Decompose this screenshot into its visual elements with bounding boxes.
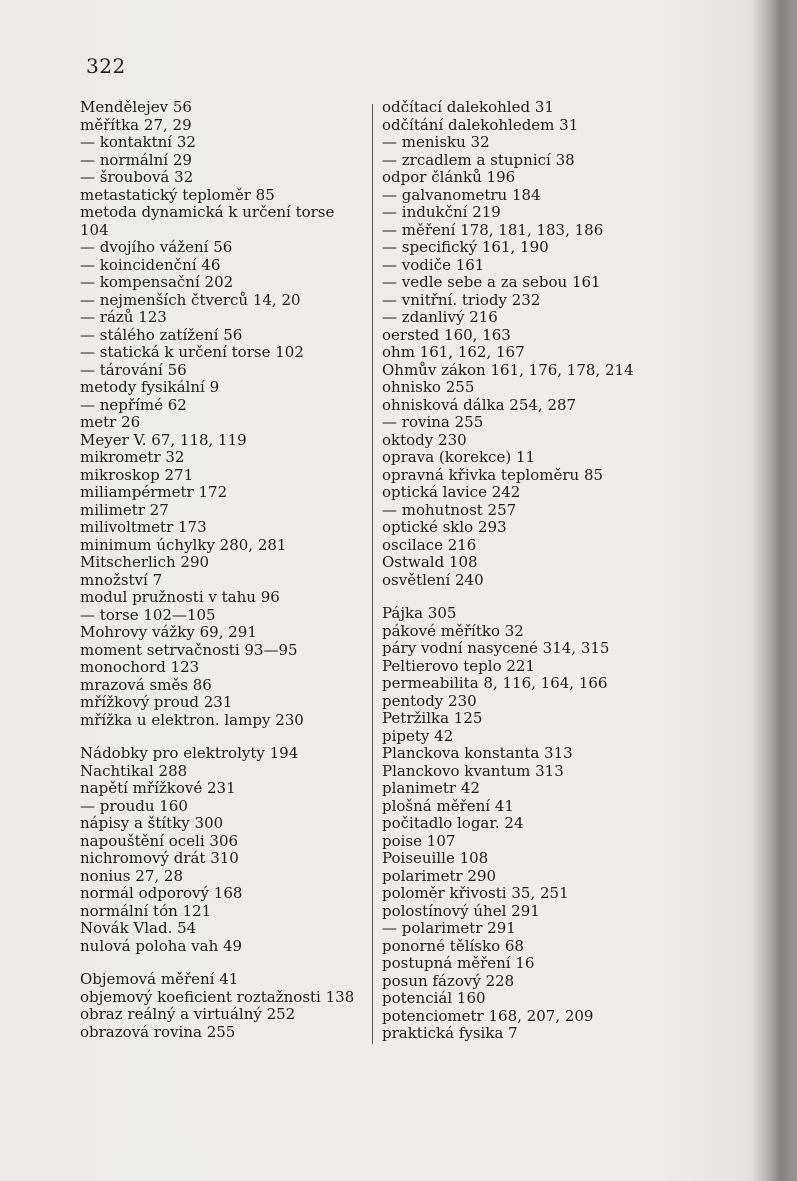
index-entry: napouštění oceli 306 [80,831,239,850]
index-entry: — galvanometru 184 [382,185,541,204]
index-entry: 104 [80,220,109,239]
index-entry: odčítání dalekohledem 31 [382,115,579,134]
index-entry: Meyer V. 67, 118, 119 [80,430,247,449]
index-entry: — vodiče 161 [382,255,485,274]
index-entry: — vnitřní. triody 232 [382,290,541,309]
index-entry: opravná křivka teploměru 85 [382,465,604,484]
index-entry: Planckova konstanta 313 [382,744,573,762]
index-entry: milivoltmetr 173 [80,518,207,536]
index-entry: oersted 160, 163 [382,325,511,344]
index-entry: Mitscherlich 290 [80,553,210,571]
index-entry: Ohmův zákon 161, 176, 178, 214 [382,360,634,379]
index-entry: optická lavice 242 [382,483,521,501]
index-entry: páry vodní nasycené 314, 315 [382,639,610,657]
index-entry: — polarimetr 291 [382,919,516,937]
index-entry: ohnisko 255 [382,378,475,396]
index-entry: potenciometr 168, 207, 209 [382,1006,594,1025]
index-entry: mrazová směs 86 [80,675,212,694]
index-entry: — nepřímé 62 [80,395,187,414]
index-entry: planimetr 42 [382,779,480,797]
index-entry: obraz reálný a virtuálný 252 [80,1005,296,1023]
index-entry: nulová poloha vah 49 [80,936,243,955]
index-entry: odčítací dalekohled 31 [382,98,554,116]
index-entry: Poiseuille 108 [382,849,489,867]
index-entry: měřítka 27, 29 [80,115,192,134]
index-column-right [382,99,642,1043]
index-entry: — tárování 56 [80,360,187,379]
index-entry: pentody 230 [382,691,477,710]
index-entry: polarimetr 290 [382,866,497,885]
index-entry: moment setrvačnosti 93—95 [80,640,298,659]
index-entry: mikrometr 32 [80,448,185,466]
index-entry: milimetr 27 [80,500,169,519]
index-entry: — torse 102—105 [80,605,216,624]
index-entry: optické sklo 293 [382,518,507,536]
index-entry: mřížka u elektron. lampy 230 [80,710,304,729]
index-entry: metr 26 [80,413,141,431]
index-entry: Planckovo kvantum 313 [382,761,564,780]
index-entry: množství 7 [80,570,163,589]
index-entry: počitadlo logar. 24 [382,814,524,832]
index-entry: — mohutnost 257 [382,500,517,519]
index-entry: — zrcadlem a stupnicí 38 [382,150,575,169]
index-entry: — proudu 160 [80,796,188,815]
index-entry: plošná měření 41 [382,796,514,815]
index-entry: minimum úchylky 280, 281 [80,535,287,554]
index-entry: ohm 161, 162, 167 [382,343,525,361]
index-entry: — kontaktní 32 [80,133,196,151]
index-entry: poise 107 [382,831,456,850]
index-entry: polostínový úhel 291 [382,901,540,920]
index-entry: nápisy a štítky 300 [80,814,224,832]
index-entry: praktická fysika 7 [382,1024,518,1042]
index-entry: miliampérmetr 172 [80,483,228,501]
column-divider [372,104,373,1044]
index-entry: oprava (korekce) 11 [382,448,536,466]
index-entry: — vedle sebe a za sebou 161 [382,273,601,291]
index-entry: — kompensační 202 [80,273,234,291]
index-entry: modul pružnosti v tahu 96 [80,588,280,606]
index-entry: pákové měřítko 32 [382,621,524,640]
index-entry: poloměr křivosti 35, 251 [382,884,569,902]
index-entry: nichromový drát 310 [80,849,239,867]
index-entry: Petržilka 125 [382,709,483,727]
index-entry: oktody 230 [382,430,467,449]
index-entry: odpor článků 196 [382,168,516,186]
index-entry: Mohrovy vážky 69, 291 [80,623,257,641]
index-entry: permeabilita 8, 116, 164, 166 [382,674,608,692]
index-entry: normální tón 121 [80,901,212,920]
index-entry: nonius 27, 28 [80,866,183,885]
index-entry: mikroskop 271 [80,465,194,484]
page-number: 322 [86,54,126,78]
index-entry: monochord 123 [80,658,200,676]
index-entry: — stálého zatížení 56 [80,325,243,344]
index-entry: oscilace 216 [382,535,477,554]
index-entry: — specifický 161, 190 [382,238,549,256]
index-entry: posun fázový 228 [382,971,515,990]
index-entry: Ostwald 108 [382,553,478,571]
page-edge-shadow [751,0,797,1181]
index-entry: — rovina 255 [382,413,484,431]
index-column-left [80,99,370,1041]
index-entry: Nachtikal 288 [80,761,188,780]
index-entry: — statická k určení torse 102 [80,343,304,361]
index-entry: — nejmenších čtverců 14, 20 [80,290,301,309]
index-entry: normál odporový 168 [80,884,243,902]
index-entry: obrazová rovina 255 [80,1022,236,1041]
index-entry: objemový koeficient roztažnosti 138 [80,987,355,1006]
index-entry: ohnisková dálka 254, 287 [382,395,577,414]
index-entry: — měření 178, 181, 183, 186 [382,220,604,239]
index-entry: Mendělejev 56 [80,98,192,116]
index-entry: metastatický teploměr 85 [80,185,275,204]
index-entry: Nádobky pro elektrolyty 194 [80,744,299,762]
index-entry: potenciál 160 [382,989,486,1007]
index-entry: mřížkový proud 231 [80,693,233,711]
index-entry: — indukční 219 [382,203,501,221]
index-entry: napětí mřížkové 231 [80,779,236,797]
index-entry: osvětlení 240 [382,570,484,589]
index-entry: — koincidenční 46 [80,255,221,274]
index-entry: Objemová měření 41 [80,970,239,988]
index-entry: ponorné tělísko 68 [382,936,524,955]
index-entry: Novák Vlad. 54 [80,919,197,937]
index-entry: — rázů 123 [80,308,167,326]
index-entry: — zdanlivý 216 [382,308,498,326]
index-entry: Pájka 305 [382,604,457,622]
index-entry: — dvojího vážení 56 [80,238,233,256]
index-entry: — menisku 32 [382,133,490,151]
index-entry: — normální 29 [80,150,192,169]
index-entry: — šroubová 32 [80,168,194,186]
index-entry: metoda dynamická k určení torse [80,203,335,221]
index-entry: postupná měření 16 [382,954,535,972]
index-entry: metody fysikální 9 [80,378,220,396]
index-entry: pipety 42 [382,726,454,745]
index-entry: Peltierovo teplo 221 [382,656,536,675]
